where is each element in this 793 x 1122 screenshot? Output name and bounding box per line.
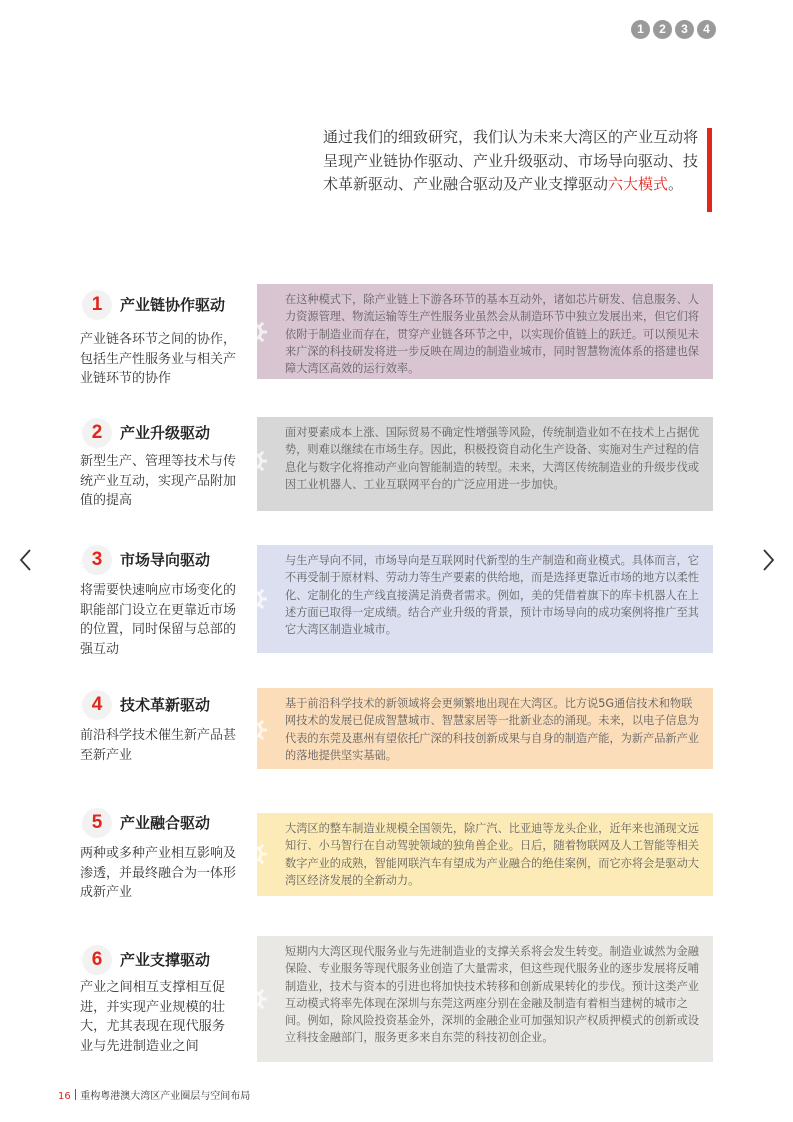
intro-text: 通过我们的细致研究，我们认为未来大湾区的产业互动将呈现产业链协作驱动、产业升级驱动、市场导向驱动、技术革新驱动、产业融合驱动及产业支撑驱动 bbox=[323, 128, 699, 193]
mode-description-2: 新型生产、管理等技术与传统产业互动，实现产品附加值的提高 bbox=[80, 454, 237, 508]
gear-icon bbox=[238, 714, 270, 746]
mode-body-2: 面对要素成本上涨、国际贸易不确定性增强等风险，传统制造业如不在技术上占据优势，则难以继续在市场生存。因此，积极投资自动化生产设备、实施对生产过程的信息化与数字化将推动产业向智能制造的转型。未来，大湾区传统制造业的升级步伐或因工业机器人、工业互联网平台的广泛应用进一步加快。 bbox=[285, 426, 699, 491]
mode-title-6: 产业支撑驱动 bbox=[120, 951, 211, 969]
gear-icon bbox=[238, 838, 270, 870]
mode-body-box-3 bbox=[257, 545, 713, 653]
mode-body-5: 大湾区的整车制造业规模全国领先，除广汽、比亚迪等龙头企业，近年来也涌现文远知行、小马智行在自动驾驶领域的独角兽企业。日后，随着物联网及人工智能等相关数字产业的成熟，智能网联汽车有望成为产业融合的绝佳案例，而它亦将会是驱动大湾区经济发展的全新动力。 bbox=[285, 822, 699, 887]
footer-title: 重构粤港澳大湾区产业圈层与空间布局 bbox=[80, 1091, 251, 1102]
mode-title-2: 产业升级驱动 bbox=[120, 424, 211, 442]
page-number: 16 bbox=[58, 1091, 71, 1102]
gear-icon bbox=[238, 583, 270, 615]
mode-description-6: 产业之间相互支撑相互促进，并实现产业规模的壮大，尤其表现在现代服务业与先进制造业之间 bbox=[80, 980, 226, 1054]
mode-title-5: 产业融合驱动 bbox=[120, 814, 211, 832]
mode-body-box-6 bbox=[257, 936, 713, 1062]
page-indicator-2[interactable]: 2 bbox=[653, 20, 672, 39]
mode-body-1: 在这种模式下，除产业链上下游各环节的基本互动外，诸如芯片研发、信息服务、人力资源管理、物流运输等生产性服务业虽然会从制造环节中独立发展出来，但它们将依附于制造业而存在，贯穿产业链各环节之中，以实现价值链上的跃迁。可以预见未来广深的科技研发将进一步反映在周边的制造业城市，同时智慧物流体系的搭建也保障大湾区高效的运行效率。 bbox=[285, 293, 699, 376]
mode-title-1: 产业链协作驱动 bbox=[120, 296, 226, 314]
mode-body-box-4 bbox=[257, 688, 713, 769]
mode-body-3: 与生产导向不同，市场导向是互联网时代新型的生产制造和商业模式。具体而言，它不再受制于原材料、劳动力等生产要素的供给地，而是选择更靠近市场的地方以柔性化、定制化的生产线直接满足消费者需求。例如，美的凭借着旗下的库卡机器人在上述方面已取得一定成绩。结合产业升级的背景，预计市场导向的成功案例将推广至其它大湾区制造业城市。 bbox=[285, 554, 699, 637]
mode-description-4: 前沿科学技术催生新产品甚至新产业 bbox=[80, 728, 237, 763]
page-footer bbox=[58, 1087, 250, 1102]
mode-number-5: 5 bbox=[82, 808, 112, 838]
page-indicator-3[interactable]: 3 bbox=[675, 20, 694, 39]
mode-body-6: 短期内大湾区现代服务业与先进制造业的支撑关系将会发生转变。制造业诚然为金融保险、专业服务等现代服务业创造了大量需求，但这些现代服务业的逐步发展将反哺制造业，技术与资本的引进也将加快技术转移和创新成果转化的步伐。预计这类产业互动模式将率先体现在深圳与东莞这两座分别在金融及制造有着相当建树的城市之间。例如，除风险投资基金外，深圳的金融企业可加强知识产权质押模式的创新或设立科技金融部门，服务更多来自东莞的科技初创企业。 bbox=[285, 945, 699, 1045]
intro-paragraph bbox=[323, 126, 703, 197]
mode-title-4: 技术革新驱动 bbox=[120, 696, 211, 714]
mode-description-3: 将需要快速响应市场变化的职能部门设立在更靠近市场的位置，同时保留与总部的强互动 bbox=[80, 583, 237, 657]
next-page-arrow-icon[interactable] bbox=[758, 548, 778, 572]
gear-icon bbox=[238, 983, 270, 1015]
mode-number-3: 3 bbox=[82, 545, 112, 575]
mode-number-2: 2 bbox=[82, 418, 112, 448]
page-indicator bbox=[631, 20, 716, 39]
gear-icon bbox=[238, 445, 270, 477]
mode-body-box-1 bbox=[257, 284, 713, 379]
mode-number-1: 1 bbox=[82, 290, 112, 320]
intro-end: 。 bbox=[668, 175, 684, 193]
gear-icon bbox=[238, 316, 270, 348]
previous-page-arrow-icon[interactable] bbox=[16, 548, 36, 572]
mode-description-1: 产业链各环节之间的协作，包括生产性服务业与相关产业链环节的协作 bbox=[80, 332, 237, 386]
footer-divider bbox=[75, 1089, 77, 1100]
intro-accent-bar bbox=[707, 128, 712, 212]
page-indicator-1[interactable]: 1 bbox=[631, 20, 650, 39]
mode-number-6: 6 bbox=[82, 945, 112, 975]
mode-description-5: 两种或多种产业相互影响及渗透，并最终融合为一体形成新产业 bbox=[80, 846, 237, 900]
mode-body-box-5 bbox=[257, 813, 713, 896]
intro-highlight: 六大模式 bbox=[608, 175, 669, 193]
mode-number-4: 4 bbox=[82, 690, 112, 720]
page-indicator-4[interactable]: 4 bbox=[697, 20, 716, 39]
mode-body-4: 基于前沿科学技术的新领域将会更频繁地出现在大湾区。比方说5G通信技术和物联网技术的发展已促成智慧城市、智慧家居等一批新业态的涌现。未来，以电子信息为代表的东莞及惠州有望依托广深的科技创新成果与自身的制造产能，为新产品新产业的落地提供坚实基础。 bbox=[285, 697, 699, 762]
mode-title-3: 市场导向驱动 bbox=[120, 551, 211, 569]
mode-body-box-2 bbox=[257, 417, 713, 511]
